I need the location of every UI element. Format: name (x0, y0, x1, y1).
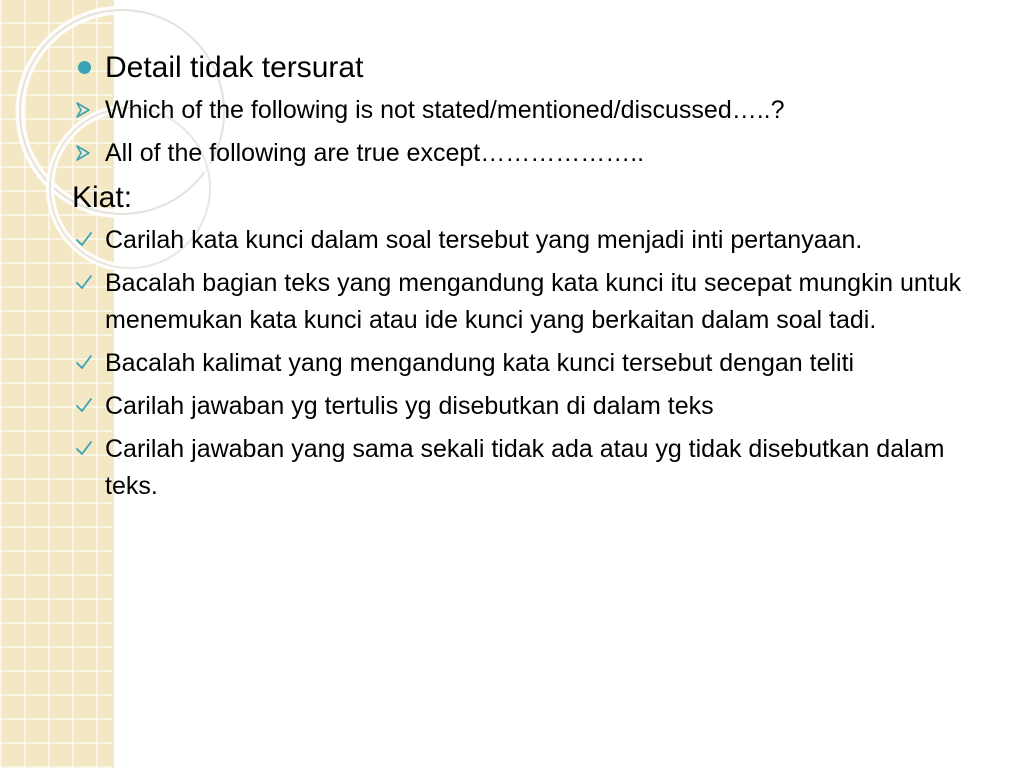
bullet-text: Which of the following is not stated/mentioned/discussed…..? (105, 96, 785, 124)
tip-text: Carilah jawaban yang sama sekali tidak ada atau yg tidak disebutkan dalam teks. (105, 435, 945, 500)
checkmark-bullet-icon (73, 437, 95, 459)
checkmark-bullet-icon (73, 351, 95, 373)
tip-item-1 (72, 222, 992, 259)
tip-item-5 (72, 431, 992, 505)
tip-item-2 (72, 265, 992, 339)
tip-item-4 (72, 388, 992, 425)
section-heading (72, 178, 992, 218)
arrow-bullet-icon (74, 99, 94, 121)
checkmark-bullet-icon (73, 228, 95, 250)
bullet-item-2 (72, 92, 992, 129)
circle-bullet-icon (78, 61, 91, 74)
slide-content (72, 48, 992, 511)
tip-text: Carilah kata kunci dalam soal tersebut yang menjadi inti pertanyaan. (105, 226, 863, 254)
bullet-item-3 (72, 135, 992, 172)
bullet-text: Detail tidak tersurat (105, 51, 364, 84)
bullet-item-1 (72, 48, 992, 88)
tip-text: Bacalah bagian teks yang mengandung kata kunci itu secepat mungkin untuk menemukan kata kunci atau ide kunci yang berkaitan dalam soal tadi. (105, 269, 962, 334)
tip-text: Carilah jawaban yg tertulis yg disebutkan di dalam teks (105, 392, 714, 420)
heading-text: Kiat: (72, 181, 133, 214)
arrow-bullet-icon (74, 142, 94, 164)
bullet-text: All of the following are true except……………….. (105, 139, 645, 167)
checkmark-bullet-icon (73, 394, 95, 416)
tip-text: Bacalah kalimat yang mengandung kata kunci tersebut dengan teliti (105, 349, 855, 377)
checkmark-bullet-icon (73, 271, 95, 293)
tip-item-3 (72, 345, 992, 382)
